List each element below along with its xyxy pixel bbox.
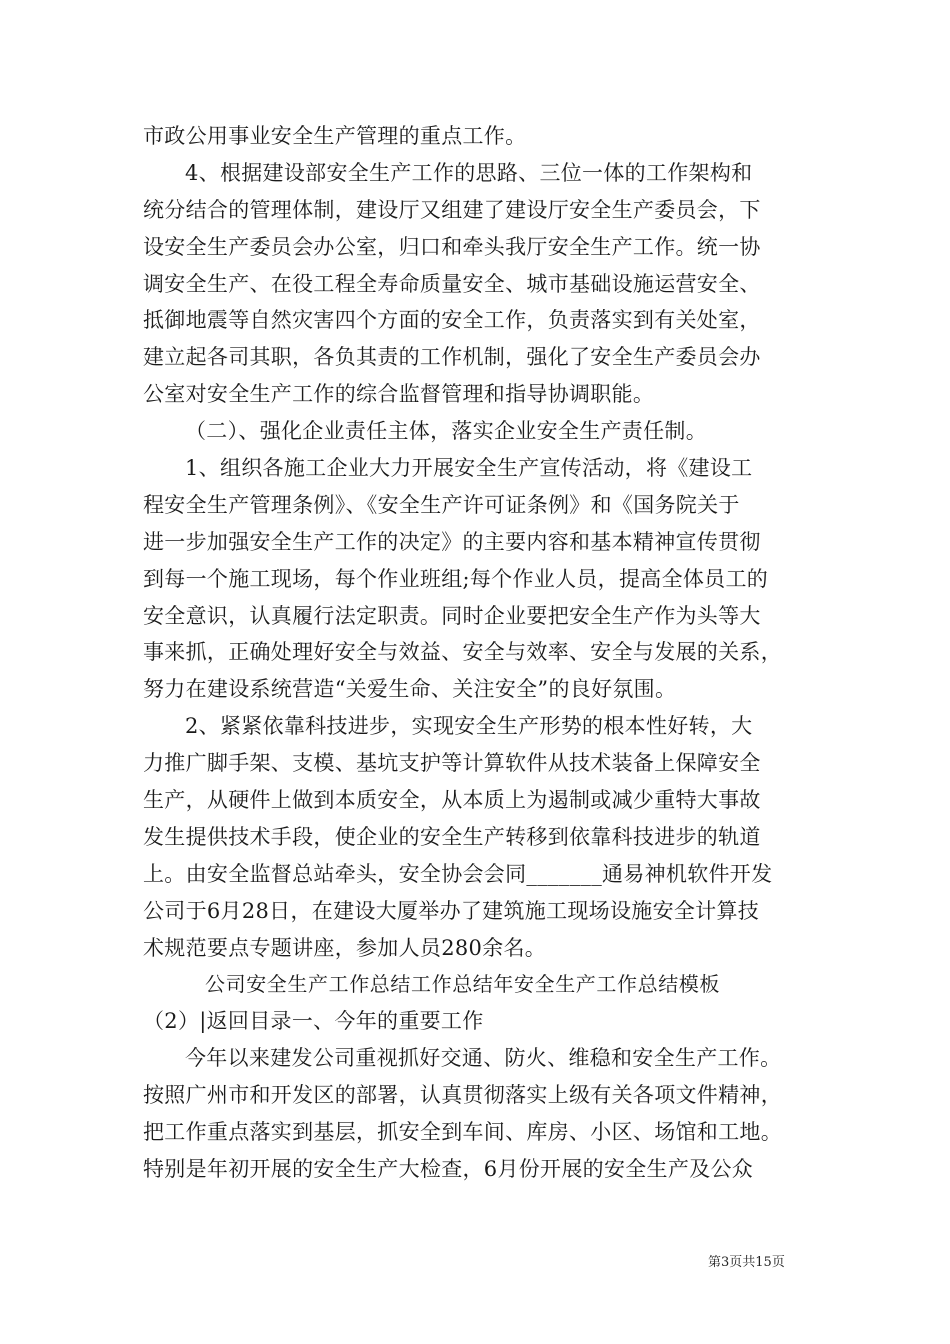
paragraph-line: 按照广州市和开发区的部署，认真贯彻落实上级有关各项文件精神， bbox=[143, 1083, 782, 1108]
paragraph-line: 设安全生产委员会办公室，归口和牵头我厅安全生产工作。统一协 bbox=[143, 234, 761, 259]
article-title: 公司安全生产工作总结工作总结年安全生产工作总结模板 bbox=[205, 972, 720, 997]
paragraph-line: 公室对安全生产工作的综合监督管理和指导协调职能。 bbox=[143, 382, 655, 407]
toc-return-line: （2）|返回目录一、今年的重要工作 bbox=[143, 1009, 484, 1034]
paragraph-line: 1、组织各施工企业大力开展安全生产宣传活动，将《建设工 bbox=[185, 456, 753, 481]
paragraph-line: 力推广脚手架、支模、基坑支护等计算软件从技术装备上保障安全 bbox=[143, 751, 761, 776]
paragraph-line: 公司于6月28日，在建设大厦举办了建筑施工现场设施安全计算技 bbox=[143, 898, 760, 923]
body-text bbox=[143, 118, 811, 1188]
paragraph-line: 把工作重点落实到基层，抓安全到车间、库房、小区、场馆和工地。 bbox=[143, 1120, 782, 1145]
paragraph-line: 事来抓，正确处理好安全与效益、安全与效率、安全与发展的关系， bbox=[143, 640, 782, 665]
paragraph-line: 调安全生产、在役工程全寿命质量安全、城市基础设施运营安全、 bbox=[143, 271, 761, 296]
paragraph-line: 建立起各司其职，各负其责的工作机制，强化了安全生产委员会办 bbox=[143, 345, 761, 370]
paragraph-line: 2、紧紧依靠科技进步，实现安全生产形势的根本性好转，大 bbox=[185, 714, 753, 739]
paragraph-line: 术规范要点专题讲座，参加人员280余名。 bbox=[143, 935, 547, 960]
paragraph-line: 进一步加强安全生产工作的决定》的主要内容和基本精神宣传贯彻 bbox=[143, 529, 761, 554]
paragraph-line: 努力在建设系统营造“关爱生命、关注安全”的良好氛围。 bbox=[143, 677, 677, 702]
paragraph-line: 统分结合的管理体制，建设厅又组建了建设厅安全生产委员会，下 bbox=[143, 197, 761, 222]
paragraph-line: 上。由安全监督总站牵头，安全协会会同_______通易神机软件开发 bbox=[143, 861, 773, 886]
paragraph-line: 今年以来建发公司重视抓好交通、防火、维稳和安全生产工作。 bbox=[185, 1046, 782, 1071]
paragraph-line: 生产，从硬件上做到本质安全，从本质上为遏制或减少重特大事故 bbox=[143, 788, 761, 813]
section-heading: （二）、强化企业责任主体，落实企业安全生产责任制。 bbox=[185, 419, 707, 444]
paragraph-line: 发生提供技术手段，使企业的安全生产转移到依靠科技进步的轨道 bbox=[143, 824, 761, 849]
paragraph-line: 4、根据建设部安全生产工作的思路、三位一体的工作架构和 bbox=[185, 160, 753, 185]
paragraph-line: 抵御地震等自然灾害四个方面的安全工作，负责落实到有关处室， bbox=[143, 308, 761, 333]
paragraph-line: 到每一个施工现场，每个作业班组;每个作业人员，提高全体员工的 bbox=[143, 566, 769, 591]
paragraph-line: 特别是年初开展的安全生产大检查，6月份开展的安全生产及公众 bbox=[143, 1156, 754, 1181]
paragraph-line: 安全意识，认真履行法定职责。同时企业要把安全生产作为头等大 bbox=[143, 603, 761, 628]
paragraph-line: 市政公用事业安全生产管理的重点工作。 bbox=[143, 124, 527, 148]
paragraph-line: 程安全生产管理条例》、《安全生产许可证条例》和《国务院关于 bbox=[143, 492, 740, 517]
page-number: 第3页共15页 bbox=[708, 1255, 785, 1270]
